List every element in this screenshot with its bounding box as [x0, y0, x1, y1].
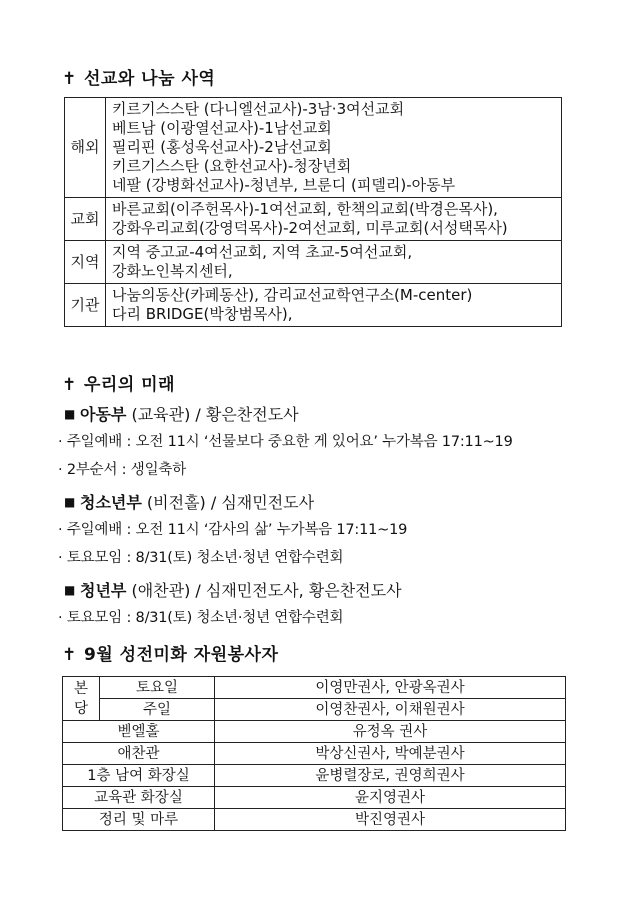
names-cell: 윤지영권사 [215, 787, 566, 809]
volunteers-heading [62, 640, 278, 665]
cross-icon: ✝ [62, 645, 77, 665]
future-heading [62, 370, 175, 395]
volunteers-table [62, 676, 566, 831]
mission-description [106, 98, 562, 198]
place-cell: 교육관 화장실 [63, 787, 215, 809]
mission-description [106, 241, 562, 284]
mission-line: 지역 중고교-4여선교회, 지역 초교-5여선교회, [112, 243, 413, 261]
mission-title: 선교와 나눔 사역 [84, 69, 216, 89]
table-row [63, 699, 566, 721]
table-row [63, 765, 566, 787]
group-detail: (교육관) / 황은찬전도사 [126, 405, 299, 424]
schedule-line: · 토요모임 : 8/31(토) 청소년·청년 연합수련회 [58, 550, 344, 566]
group-name: 청소년부 [80, 493, 142, 512]
mission-row [65, 98, 562, 198]
mission-description [106, 284, 562, 327]
mission-row [65, 241, 562, 284]
place-cell: 벧엘홀 [63, 721, 215, 743]
mission-row [65, 198, 562, 241]
place-cell: 토요일 [100, 677, 215, 699]
future-title: 우리의 미래 [84, 375, 176, 395]
mission-category: 기관 [65, 284, 106, 327]
group-heading [64, 402, 299, 425]
mission-line: 다리 BRIDGE(박창범목사), [112, 305, 293, 323]
table-row [63, 721, 566, 743]
cross-icon: ✝ [62, 69, 77, 89]
table-row [63, 787, 566, 809]
square-bullet-icon: ■ [64, 583, 76, 597]
mission-table [64, 97, 562, 327]
place-cell: 애찬관 [63, 743, 215, 765]
cross-icon: ✝ [62, 375, 77, 395]
label-part: 본 [73, 680, 88, 697]
group-detail: (애찬관) / 심재민전도사, 황은찬전도사 [126, 581, 402, 600]
mission-line: 필리핀 (홍성욱선교사)-2남선교회 [112, 138, 332, 156]
names-cell: 박상신권사, 박예분권사 [215, 743, 566, 765]
group-heading [64, 490, 314, 513]
names-cell: 박진영권사 [215, 809, 566, 831]
mission-line: 베트남 (이광열선교사)-1남선교회 [112, 119, 332, 137]
table-row [63, 677, 566, 699]
names-cell: 윤병렬장로, 권영희권사 [215, 765, 566, 787]
place-cell: 1층 남여 화장실 [63, 765, 215, 787]
group-name: 아동부 [80, 405, 127, 424]
schedule-line: · 주일예배 : 오전 11시 ‘선물보다 중요한 게 있어요’ 누가복음 17:11~19 [58, 434, 513, 450]
group-name: 청년부 [80, 581, 127, 600]
mission-line: 강화노인복지센터, [112, 262, 233, 280]
mission-category: 지역 [65, 241, 106, 284]
mission-line: 나눔의동산(카페동산), 감리교선교학연구소(M-center) [112, 286, 473, 304]
place-cell: 정리 및 마루 [63, 809, 215, 831]
mission-line: 키르기스스탄 (다니엘선교사)-3남·3여선교회 [112, 100, 405, 118]
mission-heading [62, 64, 215, 89]
volunteers-title: 9월 성전미화 자원봉사자 [84, 645, 279, 665]
square-bullet-icon: ■ [64, 407, 76, 421]
label-part: 당 [73, 700, 88, 717]
table-row [63, 743, 566, 765]
names-cell: 유정옥 권사 [215, 721, 566, 743]
place-cell: 주일 [100, 699, 215, 721]
mission-row [65, 284, 562, 327]
mission-line: 키르기스스탄 (요한선교사)-청장년회 [112, 157, 352, 175]
mission-line: 바른교회(이주헌목사)-1여선교회, 한책의교회(박경은목사), [112, 200, 498, 218]
mission-line: 강화우리교회(강영덕목사)-2여선교회, 미루교회(서성택목사) [112, 219, 508, 237]
names-cell: 이영만권사, 안광옥권사 [215, 677, 566, 699]
table-row [63, 809, 566, 831]
mission-category: 교회 [65, 198, 106, 241]
group-detail: (비전홀) / 심재민전도사 [141, 493, 315, 512]
mission-category: 해외 [65, 98, 106, 198]
schedule-line: · 토요모임 : 8/31(토) 청소년·청년 연합수련회 [58, 610, 344, 626]
schedule-line: · 2부순서 : 생일축하 [58, 462, 186, 478]
names-cell: 이영찬권사, 이채원권사 [215, 699, 566, 721]
mission-line: 네팔 (강병화선교사)-청년부, 브룬디 (피델리)-아동부 [112, 176, 456, 194]
square-bullet-icon: ■ [64, 495, 76, 509]
group-heading [64, 578, 402, 601]
main-sanctuary-label [63, 677, 100, 721]
mission-description [106, 198, 562, 241]
schedule-line: · 주일예배 : 오전 11시 ‘감사의 삶’ 누가복음 17:11~19 [58, 522, 408, 538]
